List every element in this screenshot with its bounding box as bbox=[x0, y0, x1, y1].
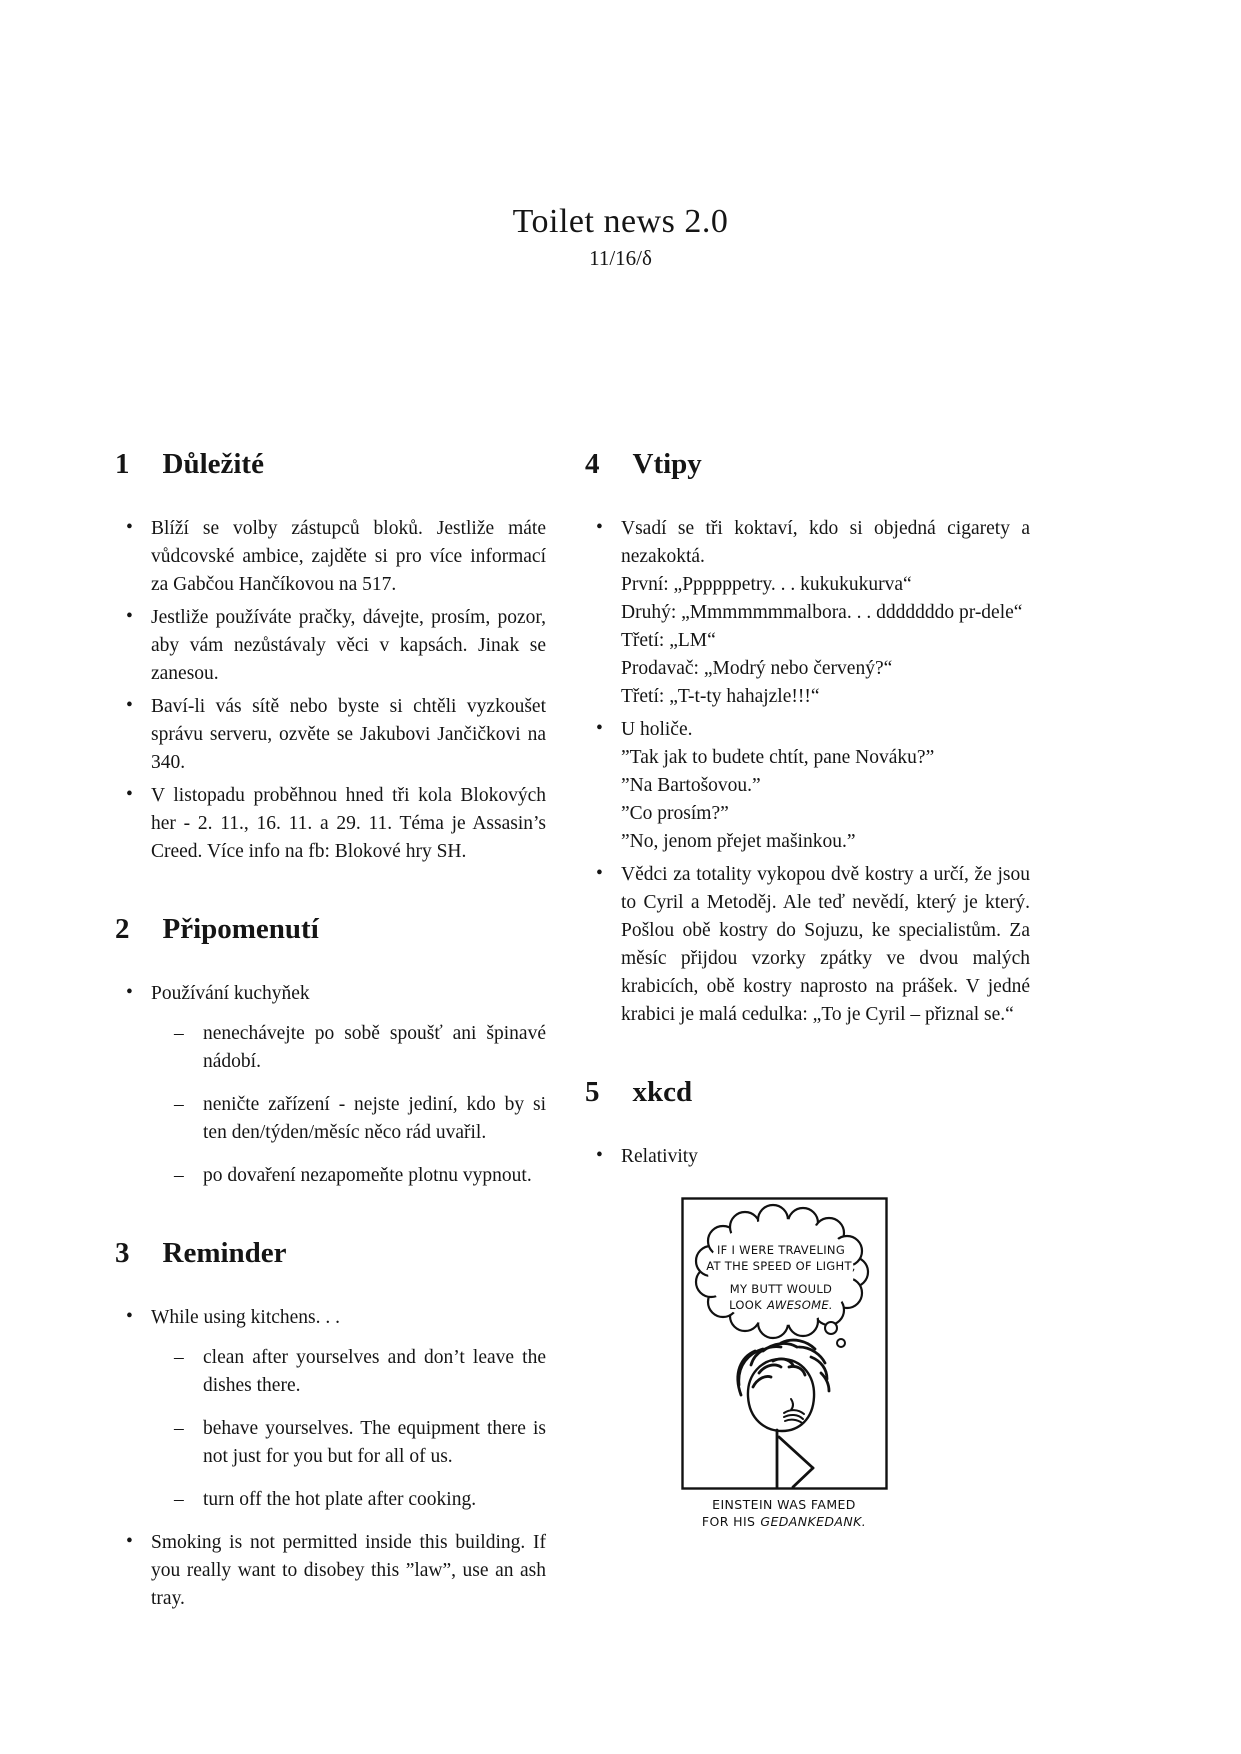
bullet-list bbox=[583, 515, 1030, 1029]
section-heading-dulezite bbox=[115, 448, 546, 481]
bullet-item bbox=[113, 980, 546, 1190]
bullet-list bbox=[583, 1143, 1030, 1171]
sub-item: – turn off the hot plate after cooking. bbox=[151, 1486, 546, 1514]
joke-line: ”Co prosím?” bbox=[621, 803, 729, 824]
joke-line: Třetí: „LM“ bbox=[621, 630, 716, 651]
sub-list bbox=[151, 1344, 546, 1514]
section-number: 2 bbox=[115, 913, 130, 945]
sub-list bbox=[151, 1020, 546, 1190]
comic-caption-line: FOR HIS GEDANKEDANK. bbox=[701, 1514, 867, 1529]
bullet-item: • Jestliže používáte pračky, dávejte, prosím, pozor, aby vám nezůstávaly věci v kapsách. Jinak se zanesou. bbox=[113, 604, 546, 688]
bullet-item-joke bbox=[583, 515, 1030, 711]
sub-item: – neničte zařízení - nejste jediní, kdo by si ten den/týden/měsíc něco rád uvařil. bbox=[151, 1091, 546, 1147]
section-number: 1 bbox=[115, 448, 130, 480]
sub-item: – po dovaření nezapomeňte plotnu vypnout. bbox=[151, 1162, 546, 1190]
section-number: 5 bbox=[585, 1076, 600, 1108]
section-heading-xkcd bbox=[585, 1076, 1030, 1109]
left-column bbox=[113, 448, 546, 1618]
bullet-item: • Relativity bbox=[583, 1143, 1030, 1171]
section-title: xkcd bbox=[632, 1076, 693, 1108]
joke-line: Třetí: „T-t-ty hahajzle!!!“ bbox=[621, 686, 820, 707]
bullet-text: While using kitchens. . . bbox=[151, 1307, 341, 1328]
section-heading-reminder bbox=[115, 1237, 546, 1270]
bullet-item-joke: • Vědci za totality vykopou dvě kostry a určí, že jsou to Cyril a Metoděj. Ale teď nevědí, který je který. Pošlou obě kostry do Sojuzu, ke specialistům. Za měsíc přijdou vzorky zpátky ve dvou malých krabicích, obě kostry naprosto na prášek. V jedné krabici je malá cedulka: „To je Cyril – přiznal se.“ bbox=[583, 861, 1030, 1029]
page-subtitle: 11/16/δ bbox=[589, 246, 652, 270]
comic-caption-line: EINSTEIN WAS FAMED bbox=[712, 1497, 856, 1512]
joke-line: První: „Ppppppetry. . . kukukukurva“ bbox=[621, 574, 912, 595]
joke-line: • Vsadí se tři koktaví, kdo si objedná cigarety a nezakoktá. bbox=[621, 518, 1030, 567]
section-number: 3 bbox=[115, 1237, 130, 1269]
sub-item: – clean after yourselves and don’t leave the dishes there. bbox=[151, 1344, 546, 1400]
bullet-item-joke bbox=[583, 716, 1030, 856]
bullet-item: • Smoking is not permitted inside this building. If you really want to disobey this ”law”, use an ash tray. bbox=[113, 1529, 546, 1613]
sub-item: – nenechávejte po sobě spoušť ani špinavé nádobí. bbox=[151, 1020, 546, 1076]
right-column bbox=[583, 448, 1030, 1533]
section-heading-pripomenuti bbox=[115, 913, 546, 946]
section-number: 4 bbox=[585, 448, 600, 480]
joke-line: • U holiče. bbox=[621, 719, 693, 740]
bullet-item bbox=[113, 1304, 546, 1514]
section-heading-vtipy bbox=[585, 448, 1030, 481]
bullet-list bbox=[113, 980, 546, 1190]
joke-line: ”Na Bartošovou.” bbox=[621, 775, 761, 796]
sub-item: – behave yourselves. The equipment there is not just for you but for all of us. bbox=[151, 1415, 546, 1471]
bullet-item: • Blíží se volby zástupců bloků. Jestliže máte vůdcovské ambice, zajděte si pro více informací za Gabčou Hančíkovou na 517. bbox=[113, 515, 546, 599]
section-title: Vtipy bbox=[632, 448, 702, 480]
section-title: Reminder bbox=[162, 1237, 287, 1269]
bullet-list bbox=[113, 515, 546, 866]
joke-line: ”Tak jak to budete chtít, pane Nováku?” bbox=[621, 747, 935, 768]
joke-line: Prodavač: „Modrý nebo červený?“ bbox=[621, 658, 893, 679]
bullet-list bbox=[113, 1304, 546, 1613]
thought-bubble-line: IF I WERE TRAVELING bbox=[716, 1243, 846, 1257]
joke-line: ”No, jenom přejet mašinkou.” bbox=[621, 831, 856, 852]
einstein-head bbox=[748, 1359, 814, 1431]
bullet-text: Používání kuchyňek bbox=[151, 983, 310, 1004]
document-header bbox=[0, 203, 1241, 271]
thought-bubble-line: LOOK AWESOME. bbox=[729, 1298, 833, 1312]
xkcd-comic-figure bbox=[681, 1197, 1030, 1533]
bullet-item: • Baví-li vás sítě nebo byste si chtěli vyzkoušet správu serveru, ozvěte se Jakubovi Jančičkovi na 340. bbox=[113, 693, 546, 777]
section-title: Důležité bbox=[162, 448, 264, 480]
thought-bubble-line: AT THE SPEED OF LIGHT, bbox=[706, 1259, 856, 1273]
joke-line: Druhý: „Mmmmmmmalbora. . . dddddddo pr-dele“ bbox=[621, 602, 1023, 623]
section-title: Připomenutí bbox=[162, 913, 319, 945]
thought-bubble-line: MY BUTT WOULD bbox=[729, 1282, 833, 1296]
page-title: Toilet news 2.0 bbox=[512, 203, 729, 240]
bullet-item: • V listopadu proběhnou hned tři kola Blokových her - 2. 11., 16. 11. a 29. 11. Téma je Assasin’s Creed. Více info na fb: Blokové hry SH. bbox=[113, 782, 546, 866]
